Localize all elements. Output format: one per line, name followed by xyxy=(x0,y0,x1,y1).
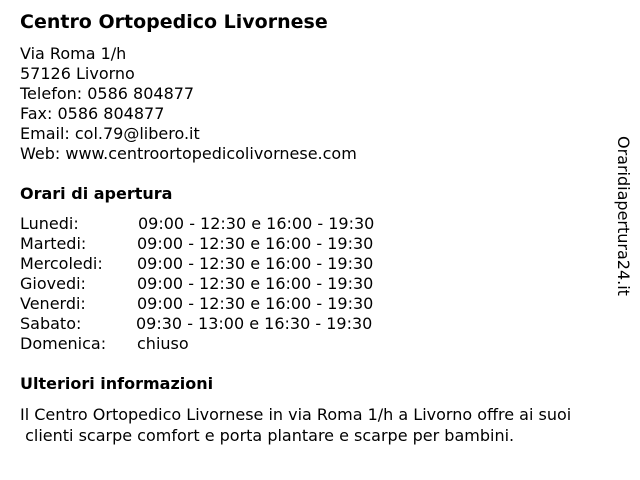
opening-hours-heading: Orari di apertura xyxy=(20,184,173,203)
site-watermark xyxy=(612,136,634,310)
fax-number: Fax: 0586 804877 xyxy=(20,104,165,123)
info-line: Il Centro Ortopedico Livornese in via Roma 1/h a Livorno offre ai suoi xyxy=(20,405,572,424)
hours-day: Lunedi: xyxy=(20,214,79,233)
hours-day: Giovedi: xyxy=(20,274,86,293)
hours-time: 09:00 - 12:30 e 16:00 - 19:30 xyxy=(138,214,375,233)
hours-day: Venerdi: xyxy=(20,294,86,313)
website-url: Web: www.centroortopedicolivornese.com xyxy=(20,144,357,163)
additional-info-heading: Ulteriori informazioni xyxy=(20,374,214,393)
additional-info-text xyxy=(20,404,571,446)
contact-block xyxy=(20,44,357,164)
phone-number: Telefon: 0586 804877 xyxy=(20,84,195,103)
hours-day: Domenica: xyxy=(20,334,107,353)
hours-time: 09:00 - 12:30 e 16:00 - 19:30 xyxy=(137,254,374,273)
business-name: Centro Ortopedico Livornese xyxy=(20,11,328,33)
hours-time: 09:00 - 12:30 e 16:00 - 19:30 xyxy=(137,294,374,313)
hours-time: 09:00 - 12:30 e 16:00 - 19:30 xyxy=(137,234,374,253)
hours-day: Sabato: xyxy=(20,314,82,333)
info-line: clienti scarpe comfort e porta plantare e scarpe per bambini. xyxy=(20,426,515,445)
hours-time: 09:00 - 12:30 e 16:00 - 19:30 xyxy=(137,274,374,293)
hours-day: Martedi: xyxy=(20,234,87,253)
address-city: 57126 Livorno xyxy=(20,64,135,83)
hours-time: 09:30 - 13:00 e 16:30 - 19:30 xyxy=(136,314,373,333)
hours-day: Mercoledi: xyxy=(20,254,103,273)
watermark-text: Oraridiapertura24.it xyxy=(614,136,633,296)
address-street: Via Roma 1/h xyxy=(20,44,127,63)
hours-time: chiuso xyxy=(137,334,189,353)
email-address: Email: col.79@libero.it xyxy=(20,124,200,143)
